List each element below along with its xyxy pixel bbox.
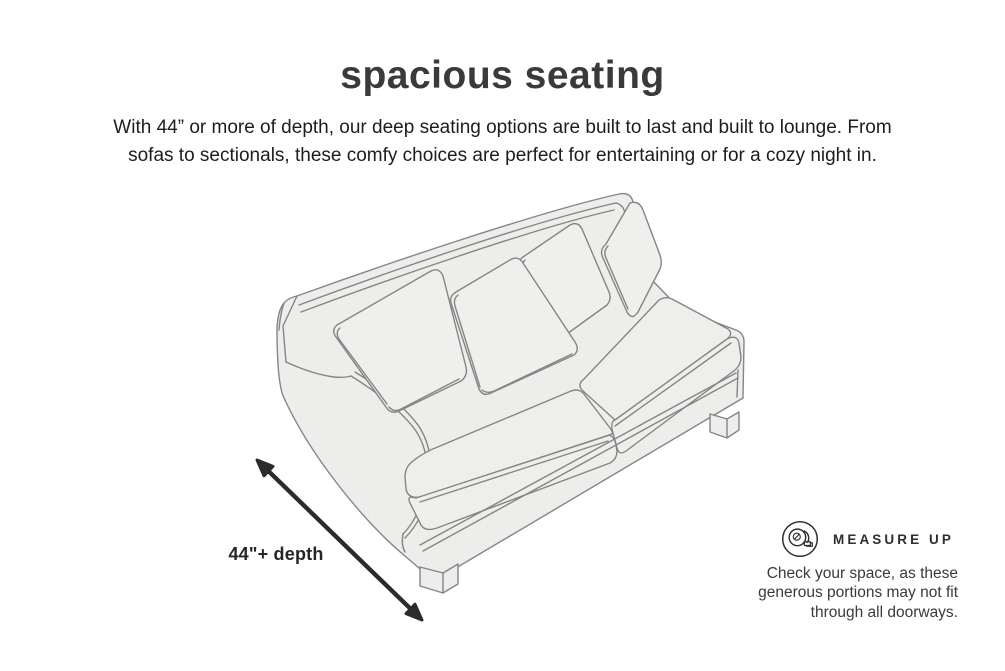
measure-up-header <box>781 519 958 559</box>
page-title: spacious seating <box>340 54 665 97</box>
tape-measure-icon <box>781 520 819 558</box>
description-line-2: sofas to sectionals, these comfy choices are perfect for entertaining or for a cozy night in. <box>128 144 877 166</box>
description-line-1: With 44” or more of depth, our deep seating options are built to last and built to lounge. From <box>113 117 892 138</box>
measure-up-title: MEASURE UP <box>833 531 955 547</box>
measure-up-note-line-3: through all doorways. <box>810 603 958 621</box>
measure-up-note <box>757 564 958 622</box>
sofa-foot-right <box>710 412 739 438</box>
depth-dimension-label: 44"+ depth <box>228 544 324 564</box>
measure-up-section <box>757 519 958 622</box>
measure-up-note-line-1: Check your space, as these <box>766 565 958 582</box>
measure-up-note-line-2: generous portions may not fit <box>758 584 958 602</box>
